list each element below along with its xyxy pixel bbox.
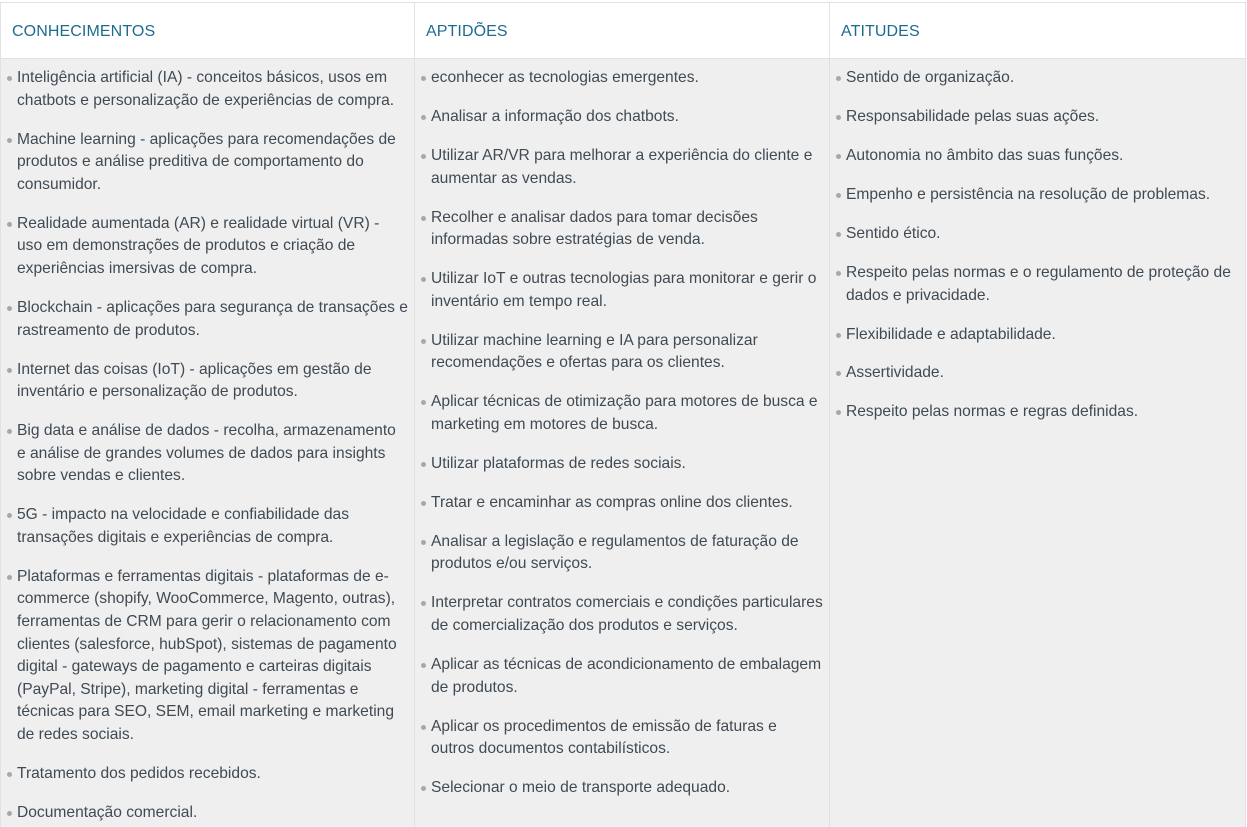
bullet-icon <box>836 371 841 376</box>
bullet-icon <box>7 429 12 434</box>
bullet-icon <box>421 786 426 791</box>
bullet-icon <box>421 462 426 467</box>
bullet-icon <box>7 368 12 373</box>
bullet-icon <box>836 410 841 415</box>
bullet-icon <box>7 811 12 816</box>
bullet-icon <box>836 154 841 159</box>
list-item-text: Assertividade. <box>846 364 944 382</box>
list-item <box>836 401 1239 424</box>
list-item-text: Machine learning - aplicações para recomendações de produtos e análise preditiva de comportamento do consumidor. <box>17 130 396 193</box>
list-item <box>7 67 408 112</box>
list-item-text: Respeito pelas normas e regras definidas. <box>846 403 1139 421</box>
list-item-text: Tratar e encaminhar as compras online dos clientes. <box>431 493 793 511</box>
bullet-icon <box>421 277 426 282</box>
list-item-text: Selecionar o meio de transporte adequado. <box>431 779 731 797</box>
list-item <box>7 297 408 342</box>
bullet-icon <box>421 339 426 344</box>
list-item <box>421 145 823 190</box>
list-item-text: Analisar a legislação e regulamentos de faturação de produtos e/ou serviços. <box>431 532 799 573</box>
bullet-icon <box>836 232 841 237</box>
column-aptidoes <box>415 59 830 827</box>
list-item-text: Responsabilidade pelas suas ações. <box>846 107 1100 125</box>
list-item <box>421 207 823 252</box>
bullet-icon <box>7 772 12 777</box>
bullet-icon <box>421 725 426 730</box>
list-item-text: Big data e análise de dados - recolha, armazenamento e análise de grandes volumes de dados para insights sobre vendas e clientes. <box>17 422 396 485</box>
bullet-icon <box>836 115 841 120</box>
bullet-icon <box>836 193 841 198</box>
list-aptidoes <box>421 67 823 800</box>
list-item <box>836 145 1239 168</box>
bullet-icon <box>7 138 12 143</box>
bullet-icon <box>421 76 426 81</box>
bullet-icon <box>836 76 841 81</box>
list-item-text: Utilizar plataformas de redes sociais. <box>431 454 686 472</box>
list-item-text: Flexibilidade e adaptabilidade. <box>846 325 1056 343</box>
header-aptidoes: APTIDÕES <box>415 3 830 59</box>
list-item <box>421 654 823 699</box>
list-item <box>7 566 408 747</box>
header-atitudes: ATITUDES <box>830 3 1246 59</box>
bullet-icon <box>421 400 426 405</box>
list-item-text: Empenho e persistência na resolução de problemas. <box>846 185 1211 203</box>
bullet-icon <box>7 575 12 580</box>
list-item-text: Utilizar machine learning e IA para personalizar recomendações e ofertas para os clientes. <box>431 331 758 372</box>
list-item-text: Internet das coisas (IoT) - aplicações em gestão de inventário e personalização de produtos. <box>17 360 372 401</box>
list-item <box>421 777 823 800</box>
list-conhecimentos <box>7 67 408 825</box>
column-atitudes <box>830 59 1246 827</box>
list-item-text: Analisar a informação dos chatbots. <box>431 107 679 125</box>
bullet-icon <box>836 271 841 276</box>
bullet-icon <box>421 501 426 506</box>
list-item-text: Autonomia no âmbito das suas funções. <box>846 146 1124 164</box>
bullet-icon <box>7 513 12 518</box>
bullet-icon <box>836 333 841 338</box>
list-item <box>836 362 1239 385</box>
list-item-text: Interpretar contratos comerciais e condições particulares de comercialização dos produtos e serviços. <box>431 594 823 634</box>
list-item <box>421 492 823 515</box>
bullet-icon <box>421 663 426 668</box>
list-item-text: Aplicar as técnicas de acondicionamento de embalagem de produtos. <box>431 655 822 696</box>
bullet-icon <box>421 115 426 120</box>
list-item-text: Inteligência artificial (IA) - conceitos básicos, usos em chatbots e personalização de experiências de compra. <box>17 69 395 109</box>
list-item-text: Utilizar AR/VR para melhorar a experiência do cliente e aumentar as vendas. <box>431 146 813 187</box>
competencies-table <box>0 2 1246 827</box>
column-conhecimentos <box>1 59 415 827</box>
bullet-icon <box>421 540 426 545</box>
list-item <box>7 504 408 549</box>
list-item-text: Documentação comercial. <box>17 803 198 821</box>
list-item <box>421 106 823 129</box>
list-item <box>421 592 823 637</box>
list-item-text: Plataformas e ferramentas digitais - plataformas de e-commerce (shopify, WooCommerce, Magento, outras), ferramentas de CRM para gerir o relacionamento com clientes (salesforce, hubSpot), sistemas de pagamento digital - gateways de pagamento e carteiras digitais (PayPal, Stripe), marketing digital - ferramentas e técnicas para SEO, SEM, email marketing e marketing de redes sociais. <box>17 567 397 743</box>
list-item <box>836 184 1239 207</box>
bullet-icon <box>7 76 12 81</box>
list-item-text: Tratamento dos pedidos recebidos. <box>17 764 261 782</box>
list-item <box>421 391 823 436</box>
list-item <box>836 223 1239 246</box>
list-item <box>7 763 408 786</box>
list-item <box>836 262 1239 307</box>
list-item <box>421 67 823 90</box>
bullet-icon <box>7 306 12 311</box>
list-item-text: Blockchain - aplicações para segurança de transações e rastreamento de produtos. <box>17 298 408 339</box>
list-item <box>836 324 1239 347</box>
list-item-text: Aplicar os procedimentos de emissão de faturas e outros documentos contabilísticos. <box>431 717 777 758</box>
list-item-text: Sentido ético. <box>846 224 941 242</box>
list-item <box>7 359 408 404</box>
bullet-icon <box>7 222 12 227</box>
list-item <box>7 213 408 281</box>
header-conhecimentos: CONHECIMENTOS <box>1 3 415 59</box>
list-item <box>421 268 823 313</box>
list-item-text: Recolher e analisar dados para tomar decisões informadas sobre estratégias de venda. <box>431 208 758 249</box>
list-item-text: econhecer as tecnologias emergentes. <box>431 69 699 86</box>
list-item <box>7 802 408 825</box>
list-item-text: Realidade aumentada (AR) e realidade virtual (VR) - uso em demonstrações de produtos e criação de experiências imersivas de compra. <box>17 214 380 277</box>
list-item <box>836 106 1239 129</box>
list-item <box>421 531 823 576</box>
list-item <box>7 420 408 488</box>
list-item <box>421 453 823 476</box>
list-item-text: 5G - impacto na velocidade e confiabilidade das transações digitais e experiências de compra. <box>17 506 350 546</box>
list-item <box>7 129 408 197</box>
list-item-text: Utilizar IoT e outras tecnologias para monitorar e gerir o inventário em tempo real. <box>431 270 817 310</box>
list-item <box>421 330 823 375</box>
list-item <box>421 716 823 761</box>
bullet-icon <box>421 601 426 606</box>
bullet-icon <box>421 154 426 159</box>
list-item <box>836 67 1239 90</box>
bullet-icon <box>421 216 426 221</box>
list-item-text: Sentido de organização. <box>846 69 1015 86</box>
list-item-text: Respeito pelas normas e o regulamento de proteção de dados e privacidade. <box>846 263 1231 304</box>
list-atitudes <box>836 67 1239 424</box>
list-item-text: Aplicar técnicas de otimização para motores de busca e marketing em motores de busca. <box>431 393 818 433</box>
